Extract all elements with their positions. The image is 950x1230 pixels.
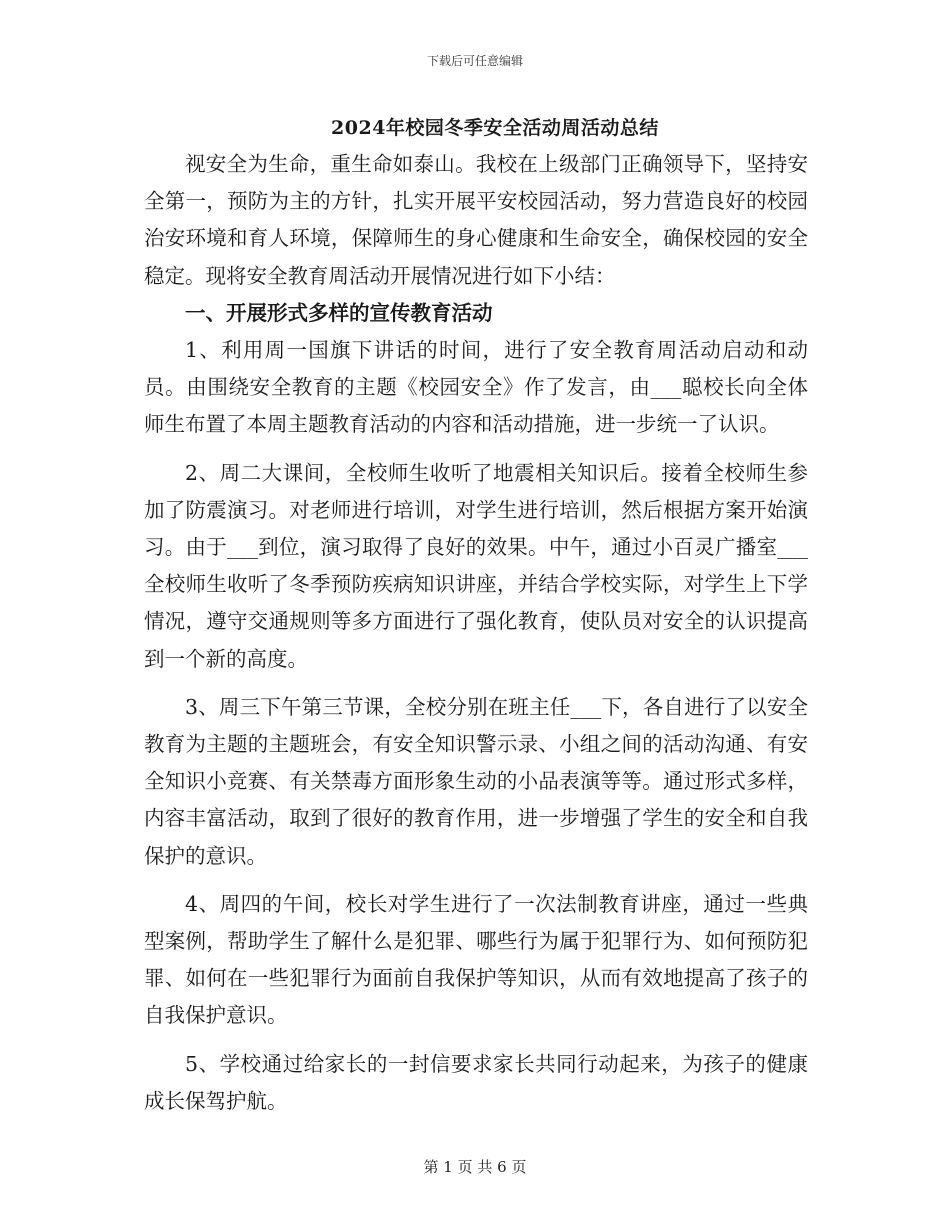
paragraph-item-2: 2、周二大课间，全校师生收听了地震相关知识后。接着全校师生参加了防震演习。对老师进行培训，对学生进行培训，然后根据方案开始演习。由于___到位，演习取得了良好的效果。中午，通过小百灵广播室___全校师生收听了冬季预防疾病知识讲座，并结合学校实际，对学生上下学情况，遵守交通规则等多方面进行了强化教育，使队员对安全的认识提高到一个新的高度。 — [144, 460, 808, 671]
section-heading: 一、开展形式多样的宣传教育活动 — [185, 300, 493, 325]
paragraph-item-3: 3、周三下午第三节课，全校分别在班主任___下，各自进行了以安全教育为主题的主题班会，有安全知识警示录、小组之间的活动沟通、有安全知识小竞赛、有关禁毒方面形象生动的小品表演等等。通过形式多样，内容丰富活动，取到了很好的教育作用，进一步增强了学生的安全和自我保护的意识。 — [144, 694, 808, 868]
paragraph-item-1: 1、利用周一国旗下讲话的时间，进行了安全教育周活动启动和动员。由围绕安全教育的主题《校园安全》作了发言，由___聪校长向全体师生布置了本周主题教育活动的内容和活动措施，进一步统一了认识。 — [144, 338, 808, 437]
page-number: 第 1 页 共 6 页 — [423, 1158, 527, 1176]
intro-paragraph: 视安全为生命，重生命如泰山。我校在上级部门正确领导下，坚持安全第一，预防为主的方针，扎实开展平安校园活动，努力营造良好的校园治安环境和育人环境，保障师生的身心健康和生命安全，确保校园的安全稳定。现将安全教育周活动开展情况进行如下小结： — [144, 152, 808, 288]
document-body — [144, 146, 808, 1120]
paragraph-item-4: 4、周四的午间，校长对学生进行了一次法制教育讲座，通过一些典型案例，帮助学生了解什么是犯罪、哪些行为属于犯罪行为、如何预防犯罪、如何在一些犯罪行为面前自我保护等知识，从而有效地提高了孩子的自我保护意识。 — [144, 891, 808, 1028]
document-title: 2024年校园冬季安全活动周活动总结 — [331, 117, 659, 139]
header-note: 下载后可任意编辑 — [426, 54, 523, 68]
paragraph-item-5: 5、学校通过给家长的一封信要求家长共同行动起来，为孩子的健康成长保驾护航。 — [144, 1051, 808, 1113]
